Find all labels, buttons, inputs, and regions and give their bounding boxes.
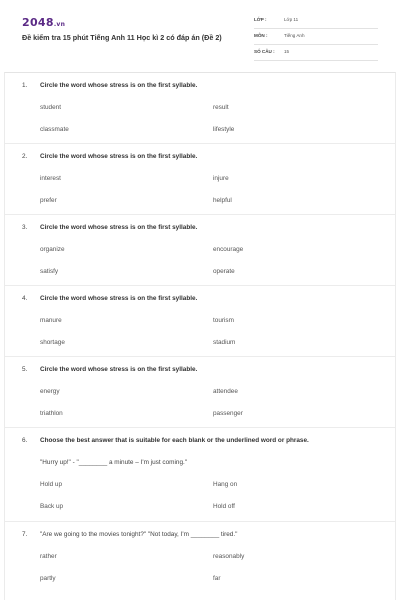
meta-row-class — [254, 14, 378, 29]
question-text: Circle the word whose stress is on the first syllable. — [40, 224, 198, 231]
question-1 — [5, 73, 395, 144]
question-number: 4. — [22, 295, 28, 302]
question-3 — [5, 215, 395, 286]
meta-label-count: SỐ CÂU : — [254, 49, 275, 54]
meta-label-class: LỚP : — [254, 17, 267, 22]
option-a[interactable]: rather — [40, 553, 57, 560]
meta-value-class: Lớp 11 — [284, 17, 299, 22]
option-c[interactable]: partly — [40, 575, 56, 582]
option-b[interactable]: Hang on — [213, 481, 238, 488]
option-d[interactable]: lifestyle — [213, 126, 235, 133]
option-b[interactable]: attendee — [213, 388, 238, 395]
option-d[interactable]: far — [213, 575, 221, 582]
option-c[interactable]: prefer — [40, 197, 57, 204]
option-a[interactable]: manure — [40, 317, 62, 324]
question-text: Circle the word whose stress is on the first syllable. — [40, 366, 198, 373]
question-6 — [5, 428, 395, 522]
question-text: Circle the word whose stress is on the first syllable. — [40, 153, 198, 160]
meta-panel — [254, 14, 378, 62]
question-number: 6. — [22, 437, 28, 444]
question-2 — [5, 144, 395, 215]
question-number: 2. — [22, 153, 28, 160]
question-text: "Are we going to the movies tonight?" "Not today, I'm ________ tired." — [40, 531, 238, 538]
question-text: Circle the word whose stress is on the first syllable. — [40, 295, 198, 302]
question-number: 7. — [22, 531, 28, 538]
question-number: 1. — [22, 82, 28, 89]
option-d[interactable]: stadium — [213, 339, 236, 346]
question-text: Circle the word whose stress is on the first syllable. — [40, 82, 198, 89]
option-c[interactable]: satisfy — [40, 268, 59, 275]
option-b[interactable]: encourage — [213, 246, 244, 253]
option-d[interactable]: operate — [213, 268, 235, 275]
option-a[interactable]: energy — [40, 388, 60, 395]
meta-row-count — [254, 46, 378, 61]
option-b[interactable]: injure — [213, 175, 229, 182]
option-b[interactable]: tourism — [213, 317, 234, 324]
option-b[interactable]: reasonably — [213, 553, 245, 560]
question-list — [4, 72, 396, 600]
question-sentence: "Hurry up!" - "________ a minute – I'm just coming." — [40, 459, 188, 466]
option-d[interactable]: Hold off — [213, 503, 235, 510]
question-text: Choose the best answer that is suitable for each blank or the underlined word or phrase. — [40, 437, 309, 444]
meta-row-subject — [254, 30, 378, 45]
site-logo[interactable] — [22, 16, 65, 29]
meta-label-subject: MÔN : — [254, 33, 268, 38]
logo-suffix: .vn — [53, 21, 66, 28]
question-number: 3. — [22, 224, 28, 231]
page-header — [0, 0, 400, 70]
option-c[interactable]: triathlon — [40, 410, 63, 417]
option-d[interactable]: passenger — [213, 410, 243, 417]
option-a[interactable]: student — [40, 104, 61, 111]
option-c[interactable]: classmate — [40, 126, 69, 133]
option-c[interactable]: Back up — [40, 503, 64, 510]
document-title: Đề kiểm tra 15 phút Tiếng Anh 11 Học kì 2 có đáp án (Đề 2) — [22, 33, 222, 42]
option-d[interactable]: helpful — [213, 197, 232, 204]
option-a[interactable]: organize — [40, 246, 65, 253]
question-4 — [5, 286, 395, 357]
question-number: 5. — [22, 366, 28, 373]
meta-value-subject: Tiếng Anh — [284, 33, 305, 38]
option-a[interactable]: interest — [40, 175, 61, 182]
logo-text: 2048 — [22, 16, 54, 29]
question-7 — [5, 522, 395, 600]
question-5 — [5, 357, 395, 428]
option-c[interactable]: shortage — [40, 339, 65, 346]
option-b[interactable]: result — [213, 104, 229, 111]
option-a[interactable]: Hold up — [40, 481, 63, 488]
meta-value-count: 15 — [284, 49, 290, 54]
